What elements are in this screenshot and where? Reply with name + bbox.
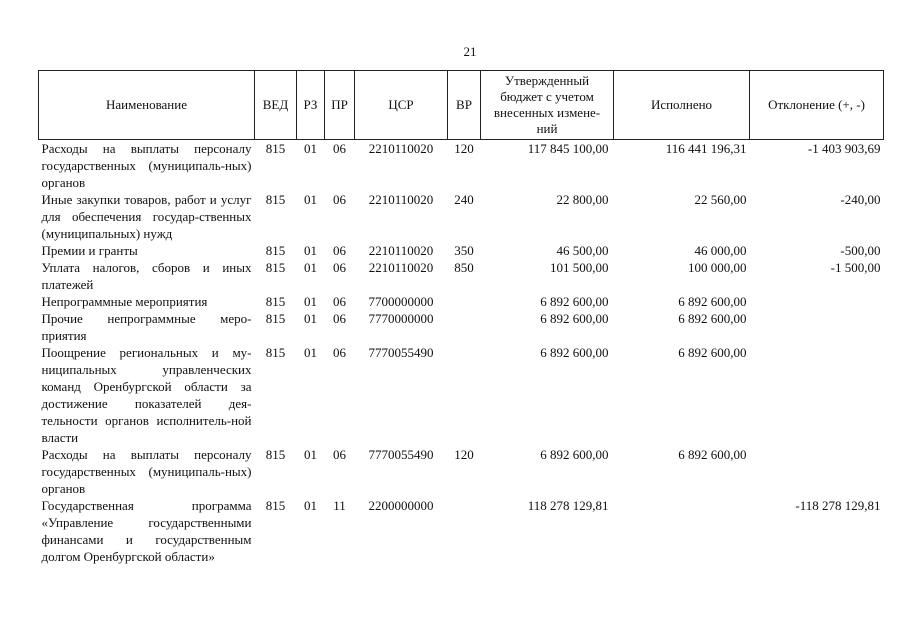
row-rz: 01 — [304, 447, 317, 462]
row-csr: 7700000000 — [368, 294, 434, 309]
row-vr: 240 — [454, 192, 474, 207]
row-ved: 815 — [265, 141, 286, 156]
row-vr — [448, 293, 481, 310]
budget-table — [38, 70, 884, 565]
row-executed: 6 892 600,00 — [678, 447, 747, 462]
row-approved: 101 500,00 — [550, 260, 609, 275]
table-row — [39, 140, 884, 192]
row-executed: 22 560,00 — [694, 192, 747, 207]
row-deviation — [750, 310, 884, 344]
row-ved: 815 — [265, 260, 286, 275]
row-ved: 815 — [265, 294, 286, 309]
row-executed — [614, 497, 750, 565]
row-approved: 6 892 600,00 — [540, 294, 609, 309]
row-name: Иные закупки товаров, работ и услуг для обеспечения государ-ственных (муниципальных) нужд — [41, 192, 252, 241]
row-ved: 815 — [265, 311, 286, 326]
row-pr: 06 — [333, 192, 346, 207]
row-ved: 815 — [265, 243, 286, 258]
row-name: Непрограммные мероприятия — [41, 294, 208, 309]
row-executed: 6 892 600,00 — [678, 345, 747, 360]
table-row — [39, 497, 884, 565]
row-rz: 01 — [304, 311, 317, 326]
row-executed: 100 000,00 — [688, 260, 747, 275]
row-pr: 06 — [333, 447, 346, 462]
row-approved: 118 278 129,81 — [527, 498, 609, 513]
row-deviation: -118 278 129,81 — [795, 498, 881, 513]
row-vr — [448, 497, 481, 565]
row-pr: 06 — [333, 311, 346, 326]
row-pr: 06 — [333, 141, 346, 156]
row-vr: 120 — [454, 141, 474, 156]
row-csr: 2210110020 — [368, 243, 434, 258]
row-vr: 850 — [454, 260, 474, 275]
row-csr: 2210110020 — [368, 192, 434, 207]
row-name: Поощрение региональных и му-ниципальных управленческих команд Оренбургской области за достижение показателей дея-тельности органов исполнитель-ной власти — [41, 345, 252, 445]
row-deviation: -1 500,00 — [830, 260, 881, 275]
row-approved: 22 800,00 — [556, 192, 609, 207]
row-rz: 01 — [304, 192, 317, 207]
row-deviation — [750, 446, 884, 497]
row-deviation: -500,00 — [840, 243, 881, 258]
row-executed: 116 441 196,31 — [665, 141, 747, 156]
header-executed: Исполнено — [614, 71, 750, 140]
table-header — [39, 71, 884, 140]
row-name: Прочие непрограммные меро-приятия — [41, 311, 252, 343]
row-approved: 46 500,00 — [556, 243, 609, 258]
row-csr: 7770000000 — [368, 311, 434, 326]
row-ved: 815 — [265, 192, 286, 207]
table-row — [39, 293, 884, 310]
row-pr: 06 — [333, 294, 346, 309]
row-name: Премии и гранты — [41, 243, 138, 258]
row-approved: 6 892 600,00 — [540, 345, 609, 360]
row-rz: 01 — [304, 243, 317, 258]
row-name: Расходы на выплаты персоналу государственных (муниципаль-ных) органов — [41, 447, 252, 496]
row-pr: 06 — [333, 243, 346, 258]
row-vr: 120 — [454, 447, 474, 462]
row-deviation — [750, 344, 884, 446]
header-ved: ВЕД — [255, 71, 297, 140]
header-rz: РЗ — [297, 71, 325, 140]
row-ved: 815 — [265, 345, 286, 360]
row-pr: 06 — [333, 260, 346, 275]
header-csr: ЦСР — [355, 71, 448, 140]
row-csr: 2210110020 — [368, 141, 434, 156]
table-body — [39, 140, 884, 566]
row-deviation: -1 403 903,69 — [807, 141, 881, 156]
table-row — [39, 310, 884, 344]
table-row — [39, 191, 884, 242]
row-rz: 01 — [304, 141, 317, 156]
row-deviation — [750, 293, 884, 310]
row-executed: 6 892 600,00 — [678, 294, 747, 309]
row-approved: 6 892 600,00 — [540, 311, 609, 326]
row-approved: 6 892 600,00 — [540, 447, 609, 462]
row-vr — [448, 344, 481, 446]
row-executed: 6 892 600,00 — [678, 311, 747, 326]
row-name: Государственная программа «Управление государственными финансами и государственным долгом Оренбургской области» — [41, 498, 252, 564]
row-rz: 01 — [304, 260, 317, 275]
row-csr: 7770055490 — [368, 345, 434, 360]
row-csr: 2210110020 — [368, 260, 434, 275]
table-row — [39, 446, 884, 497]
row-vr: 350 — [454, 243, 474, 258]
row-approved: 117 845 100,00 — [527, 141, 609, 156]
row-ved: 815 — [265, 498, 286, 513]
row-rz: 01 — [304, 294, 317, 309]
header-deviation: Отклонение (+, -) — [750, 71, 884, 140]
row-name: Уплата налогов, сборов и иных платежей — [41, 260, 252, 292]
header-name: Наименование — [39, 71, 255, 140]
row-deviation: -240,00 — [840, 192, 881, 207]
row-rz: 01 — [304, 498, 317, 513]
page-number: 21 — [463, 44, 477, 59]
row-name: Расходы на выплаты персоналу государственных (муниципаль-ных) органов — [41, 141, 252, 190]
table-row — [39, 259, 884, 293]
header-approved: Утвержденный бюджет с учетом внесенных измене-ний — [481, 71, 614, 140]
row-ved: 815 — [265, 447, 286, 462]
row-csr: 7770055490 — [368, 447, 434, 462]
row-executed: 46 000,00 — [694, 243, 747, 258]
header-vr: ВР — [448, 71, 481, 140]
row-rz: 01 — [304, 345, 317, 360]
table-row — [39, 344, 884, 446]
row-pr: 11 — [333, 498, 346, 513]
row-pr: 06 — [333, 345, 346, 360]
row-csr: 2200000000 — [368, 498, 434, 513]
header-pr: ПР — [325, 71, 355, 140]
table-row — [39, 242, 884, 259]
row-vr — [448, 310, 481, 344]
